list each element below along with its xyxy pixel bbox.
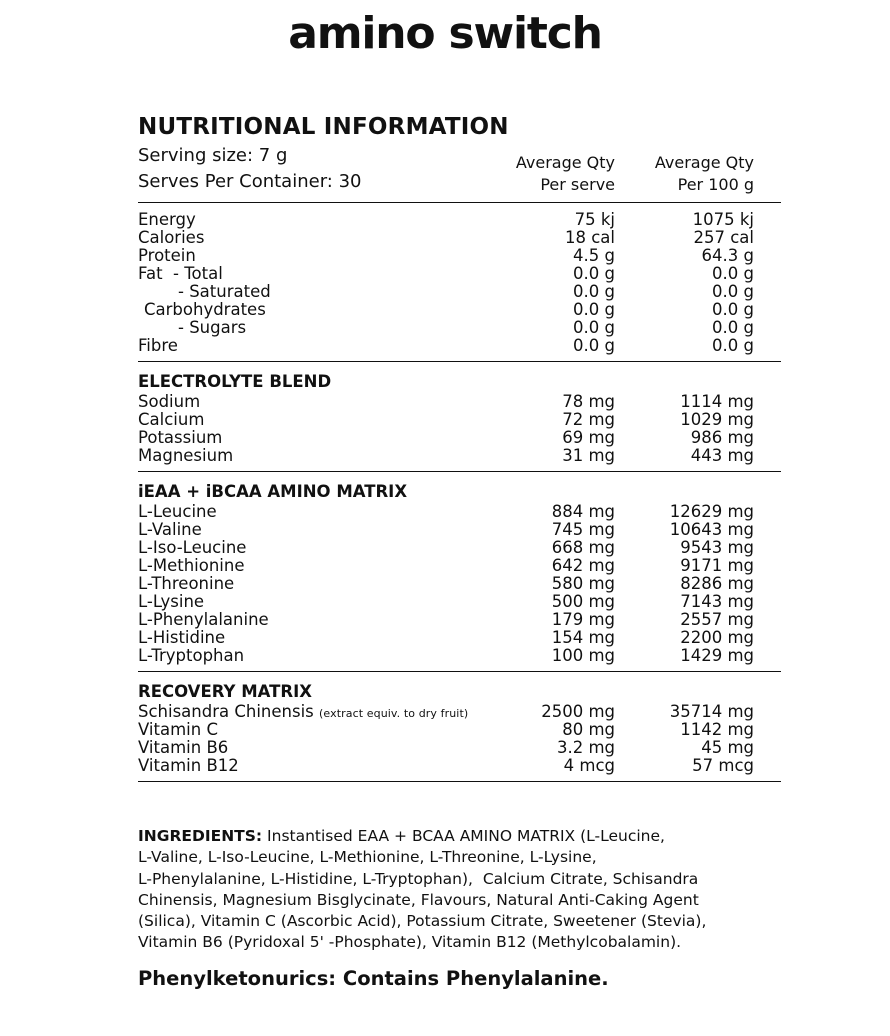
per-serve-value: 745 mg [551, 520, 615, 539]
serving-size: Serving size: 7 g [138, 145, 288, 166]
per-serve-value: 69 mg [562, 428, 615, 447]
row-label: - Sugars [178, 318, 247, 337]
table-row [138, 229, 781, 247]
row-label: Carbohydrates [144, 300, 266, 319]
row-label: Potassium [138, 428, 223, 447]
per-serve-value: 580 mg [551, 574, 615, 593]
per-serve-value: 0.0 g [573, 282, 615, 301]
per-100g-value: 1142 mg [680, 720, 754, 739]
per-serve-value: 0.0 g [573, 300, 615, 319]
per-100g-value: 0.0 g [712, 282, 754, 301]
per-serve-value: 154 mg [551, 628, 615, 647]
per-100g-value: 9171 mg [680, 556, 754, 575]
per-100g-value: 9543 mg [680, 538, 754, 557]
row-label: Energy [138, 210, 196, 229]
per-100g-value: 45 mg [701, 738, 754, 757]
ingredients-line: L-Phenylalanine, L-Histidine, L-Tryptophan), Calcium Citrate, Schisandra [138, 869, 699, 888]
per-serve-value: 4.5 g [573, 246, 615, 265]
per-serve-value: 0.0 g [573, 336, 615, 355]
per-serve-value: 78 mg [562, 392, 615, 411]
col-per-serve-header-line2: Per serve [540, 175, 615, 194]
row-label: L-Tryptophan [138, 646, 245, 665]
per-serve-value: 884 mg [551, 502, 615, 521]
row-label: L-Threonine [138, 574, 235, 593]
ingredients-line: Chinensis, Magnesium Bisglycinate, Flavours, Natural Anti-Caking Agent [138, 890, 699, 909]
recovery-section [138, 672, 781, 781]
table-row [138, 557, 781, 575]
table-row [138, 283, 781, 301]
per-100g-value: 64.3 g [701, 246, 754, 265]
per-100g-value: 10643 mg [669, 520, 754, 539]
nutrition-panel [138, 112, 781, 782]
per-serve-value: 668 mg [551, 538, 615, 557]
row-label: Calories [138, 228, 205, 247]
row-label: L-Lysine [138, 592, 205, 611]
table-row [138, 593, 781, 611]
phenylketonurics-warning: Phenylketonurics: Contains Phenylalanine. [138, 967, 609, 990]
per-serve-value: 0.0 g [573, 264, 615, 283]
per-100g-value: 257 cal [693, 228, 754, 247]
table-row [138, 301, 781, 319]
per-100g-value: 8286 mg [680, 574, 754, 593]
row-label: L-Histidine [138, 628, 226, 647]
ingredients-label: INGREDIENTS: [138, 827, 263, 845]
row-label: Vitamin C [138, 720, 218, 739]
row-label: Vitamin B12 [138, 756, 239, 775]
amino-section [138, 472, 781, 671]
row-label: - Saturated [178, 282, 271, 301]
row-note: (extract equiv. to dry fruit) [319, 707, 469, 720]
row-label: L-Valine [138, 520, 202, 539]
section-title: iEAA + iBCAA AMINO MATRIX [138, 482, 408, 501]
row-label: Calcium [138, 410, 205, 429]
per-100g-value: 35714 mg [669, 702, 754, 721]
per-100g-value: 0.0 g [712, 264, 754, 283]
per-serve-value: 3.2 mg [556, 738, 615, 757]
per-serve-value: 0.0 g [573, 318, 615, 337]
table-row [138, 521, 781, 539]
per-100g-value: 1075 kj [692, 210, 754, 229]
table-row [138, 319, 781, 337]
col-per-serve-header-line1: Average Qty [515, 153, 615, 172]
per-serve-value: 642 mg [551, 556, 615, 575]
row-label: Fat - Total [138, 264, 223, 283]
per-serve-value: 500 mg [551, 592, 615, 611]
table-row [138, 503, 781, 521]
table-row [138, 411, 781, 429]
per-serve-value: 18 cal [564, 228, 615, 247]
ingredients [138, 826, 788, 954]
per-100g-value: 7143 mg [680, 592, 754, 611]
per-serve-value: 31 mg [562, 446, 615, 465]
ingredients-line: L-Valine, L-Iso-Leucine, L-Methionine, L-Threonine, L-Lysine, [138, 848, 597, 867]
per-serve-value: 100 mg [551, 646, 615, 665]
table-row [138, 247, 781, 265]
per-100g-value: 443 mg [690, 446, 754, 465]
per-100g-value: 12629 mg [669, 502, 754, 521]
table-row [138, 703, 781, 721]
row-label: L-Phenylalanine [138, 610, 269, 629]
table-row [138, 629, 781, 647]
table-row [138, 539, 781, 557]
per-100g-value: 2557 mg [680, 610, 754, 629]
table-row [138, 575, 781, 593]
per-100g-value: 2200 mg [680, 628, 754, 647]
per-serve-value: 72 mg [562, 410, 615, 429]
electrolyte-section [138, 362, 781, 471]
per-serve-value: 75 kj [574, 210, 615, 229]
table-row [138, 721, 781, 739]
ingredients-text: Instantised EAA + BCAA AMINO MATRIX (L-Leucine, [262, 827, 665, 845]
per-serve-value: 80 mg [562, 720, 615, 739]
serves-per-container: Serves Per Container: 30 [138, 171, 362, 192]
col-per-100g-header-line2: Per 100 g [677, 175, 754, 194]
table-row [138, 647, 781, 665]
ingredients-line: Vitamin B6 (Pyridoxal 5' -Phosphate), Vitamin B12 (Methylcobalamin). [138, 933, 682, 952]
per-100g-value: 0.0 g [712, 336, 754, 355]
table-row [138, 429, 781, 447]
table-row [138, 757, 781, 775]
ingredients-line [138, 826, 788, 847]
divider [138, 781, 781, 782]
per-serve-value: 4 mcg [563, 756, 615, 775]
row-label: Vitamin B6 [138, 738, 229, 757]
per-100g-value: 0.0 g [712, 300, 754, 319]
row-label: Fibre [138, 336, 178, 355]
row-label-text: Schisandra Chinensis [138, 702, 314, 721]
table-row [138, 393, 781, 411]
table-row [138, 337, 781, 355]
col-per-100g-header-line1: Average Qty [654, 153, 754, 172]
per-100g-value: 57 mcg [692, 756, 754, 775]
table-row [138, 611, 781, 629]
brand-logo: amino switch [288, 8, 602, 59]
per-100g-value: 1114 mg [680, 392, 754, 411]
table-row [138, 265, 781, 283]
per-100g-value: 1429 mg [680, 646, 754, 665]
table-row [138, 739, 781, 757]
row-label: L-Methionine [138, 556, 245, 575]
row-label: Sodium [138, 392, 201, 411]
per-serve-value: 179 mg [551, 610, 615, 629]
serving-header [138, 142, 781, 196]
per-100g-value: 1029 mg [680, 410, 754, 429]
row-label: Magnesium [138, 446, 234, 465]
section-title: ELECTROLYTE BLEND [138, 372, 332, 391]
per-serve-value: 2500 mg [541, 702, 615, 721]
table-row [138, 447, 781, 465]
section-title: RECOVERY MATRIX [138, 682, 312, 701]
row-label: L-Leucine [138, 502, 217, 521]
per-100g-value: 0.0 g [712, 318, 754, 337]
ingredients-line: (Silica), Vitamin C (Ascorbic Acid), Potassium Citrate, Sweetener (Stevia), [138, 912, 707, 931]
table-row [138, 211, 781, 229]
nutrition-section [138, 203, 781, 361]
row-label: L-Iso-Leucine [138, 538, 247, 557]
row-label: Protein [138, 246, 196, 265]
panel-title: NUTRITIONAL INFORMATION [138, 114, 509, 140]
per-100g-value: 986 mg [690, 428, 754, 447]
